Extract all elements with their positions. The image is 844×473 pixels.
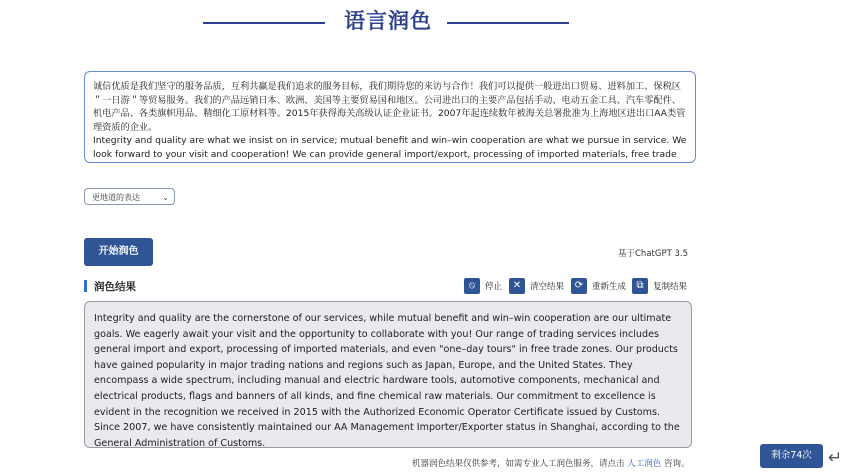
source-text-english: Integrity and quality are what we insist on in service; mutual benefit and win–win cooperation are what we pursue in service. We look forward to your visit and cooperation! We can provide general import/export, processing of imported materials, free trade xyxy=(93,135,687,160)
start-polish-button[interactable]: 开始润色 xyxy=(84,238,153,266)
source-text-chinese: 诚信优质是我们坚守的服务品质，互利共赢是我们追求的服务目标，我们期待您的来访与合作！我们可以提供一般进出口贸易、进料加工、保税区＂一日游＂等贸易服务。我们的产品远销日本、欧洲、美国等主要贸易国和地区。公司进出口的主要产品包括手动、电动五金工具、汽车零配件、机电产品、各类旗帜用品、精细化工原材料等。2015年获得海关高级认证企业证书。2007年起连续数年被海关总署批准为上海地区进出口AA类管理资质的企业。 xyxy=(93,81,686,133)
footer-note-suffix: 咨询。 xyxy=(663,459,690,469)
regenerate-label: 重新生成 xyxy=(592,282,627,292)
copy-result-label: 复制结果 xyxy=(653,282,688,292)
title-divider-right xyxy=(447,22,569,24)
chevron-down-icon: ⌄ xyxy=(162,193,169,202)
source-text-input[interactable] xyxy=(84,71,696,163)
stop-icon: ⦸ xyxy=(464,278,480,294)
return-arrow-icon: ↵ xyxy=(828,448,843,468)
close-icon: ✕ xyxy=(509,278,525,294)
footer-note-text: 机器润色结果仅供参考，如需专业人工润色服务，请点击 xyxy=(412,459,625,469)
result-section-title: 润色结果 xyxy=(94,281,136,293)
model-note: 基于ChatGPT 3.5 xyxy=(618,249,688,259)
page-title: 语言润色 xyxy=(344,9,432,33)
result-text-area[interactable]: Integrity and quality are the cornerstone of our services, while mutual benefit and win–win cooperation are our ultimate goals. We eagerly await your visit and the opportunity to collaborate with you! Our range of trading services includes general import and export, processing of imported materials, and even "one–day tours" in free trade zones. Our products have gained popularity in major trading nations and regions such as Japan, Europe, and the United States. They encompass a wide spectrum, including manual and electric hardware tools, automotive components, mechanical and electrical products, flags and banners of all kinds, and fine chemical raw materials. Our commitment to excellence is evident in the recognition we received in 2015 with the Authorized Economic Operator Certificate issued by Customs. Since 2007, we have consistently maintained our AA Management Importer/Exporter status in Shanghai, according to the General Administration of Customs. xyxy=(84,301,692,448)
page-header xyxy=(0,5,844,35)
refresh-icon: ⟳ xyxy=(571,278,587,294)
clear-result-label: 清空结果 xyxy=(530,282,565,292)
polish-mode-select[interactable] xyxy=(84,188,175,205)
section-accent-bar xyxy=(84,280,87,292)
footer-note xyxy=(412,457,689,469)
manual-polish-link[interactable]: 人工润色 xyxy=(627,459,662,469)
title-divider-left xyxy=(203,22,325,24)
remaining-count-button[interactable]: 剩余74次 xyxy=(760,444,823,468)
polish-mode-selected: 更地道的表达 xyxy=(92,193,140,202)
copy-icon: ⧉ xyxy=(632,278,648,294)
stop-label: 停止 xyxy=(485,282,503,292)
